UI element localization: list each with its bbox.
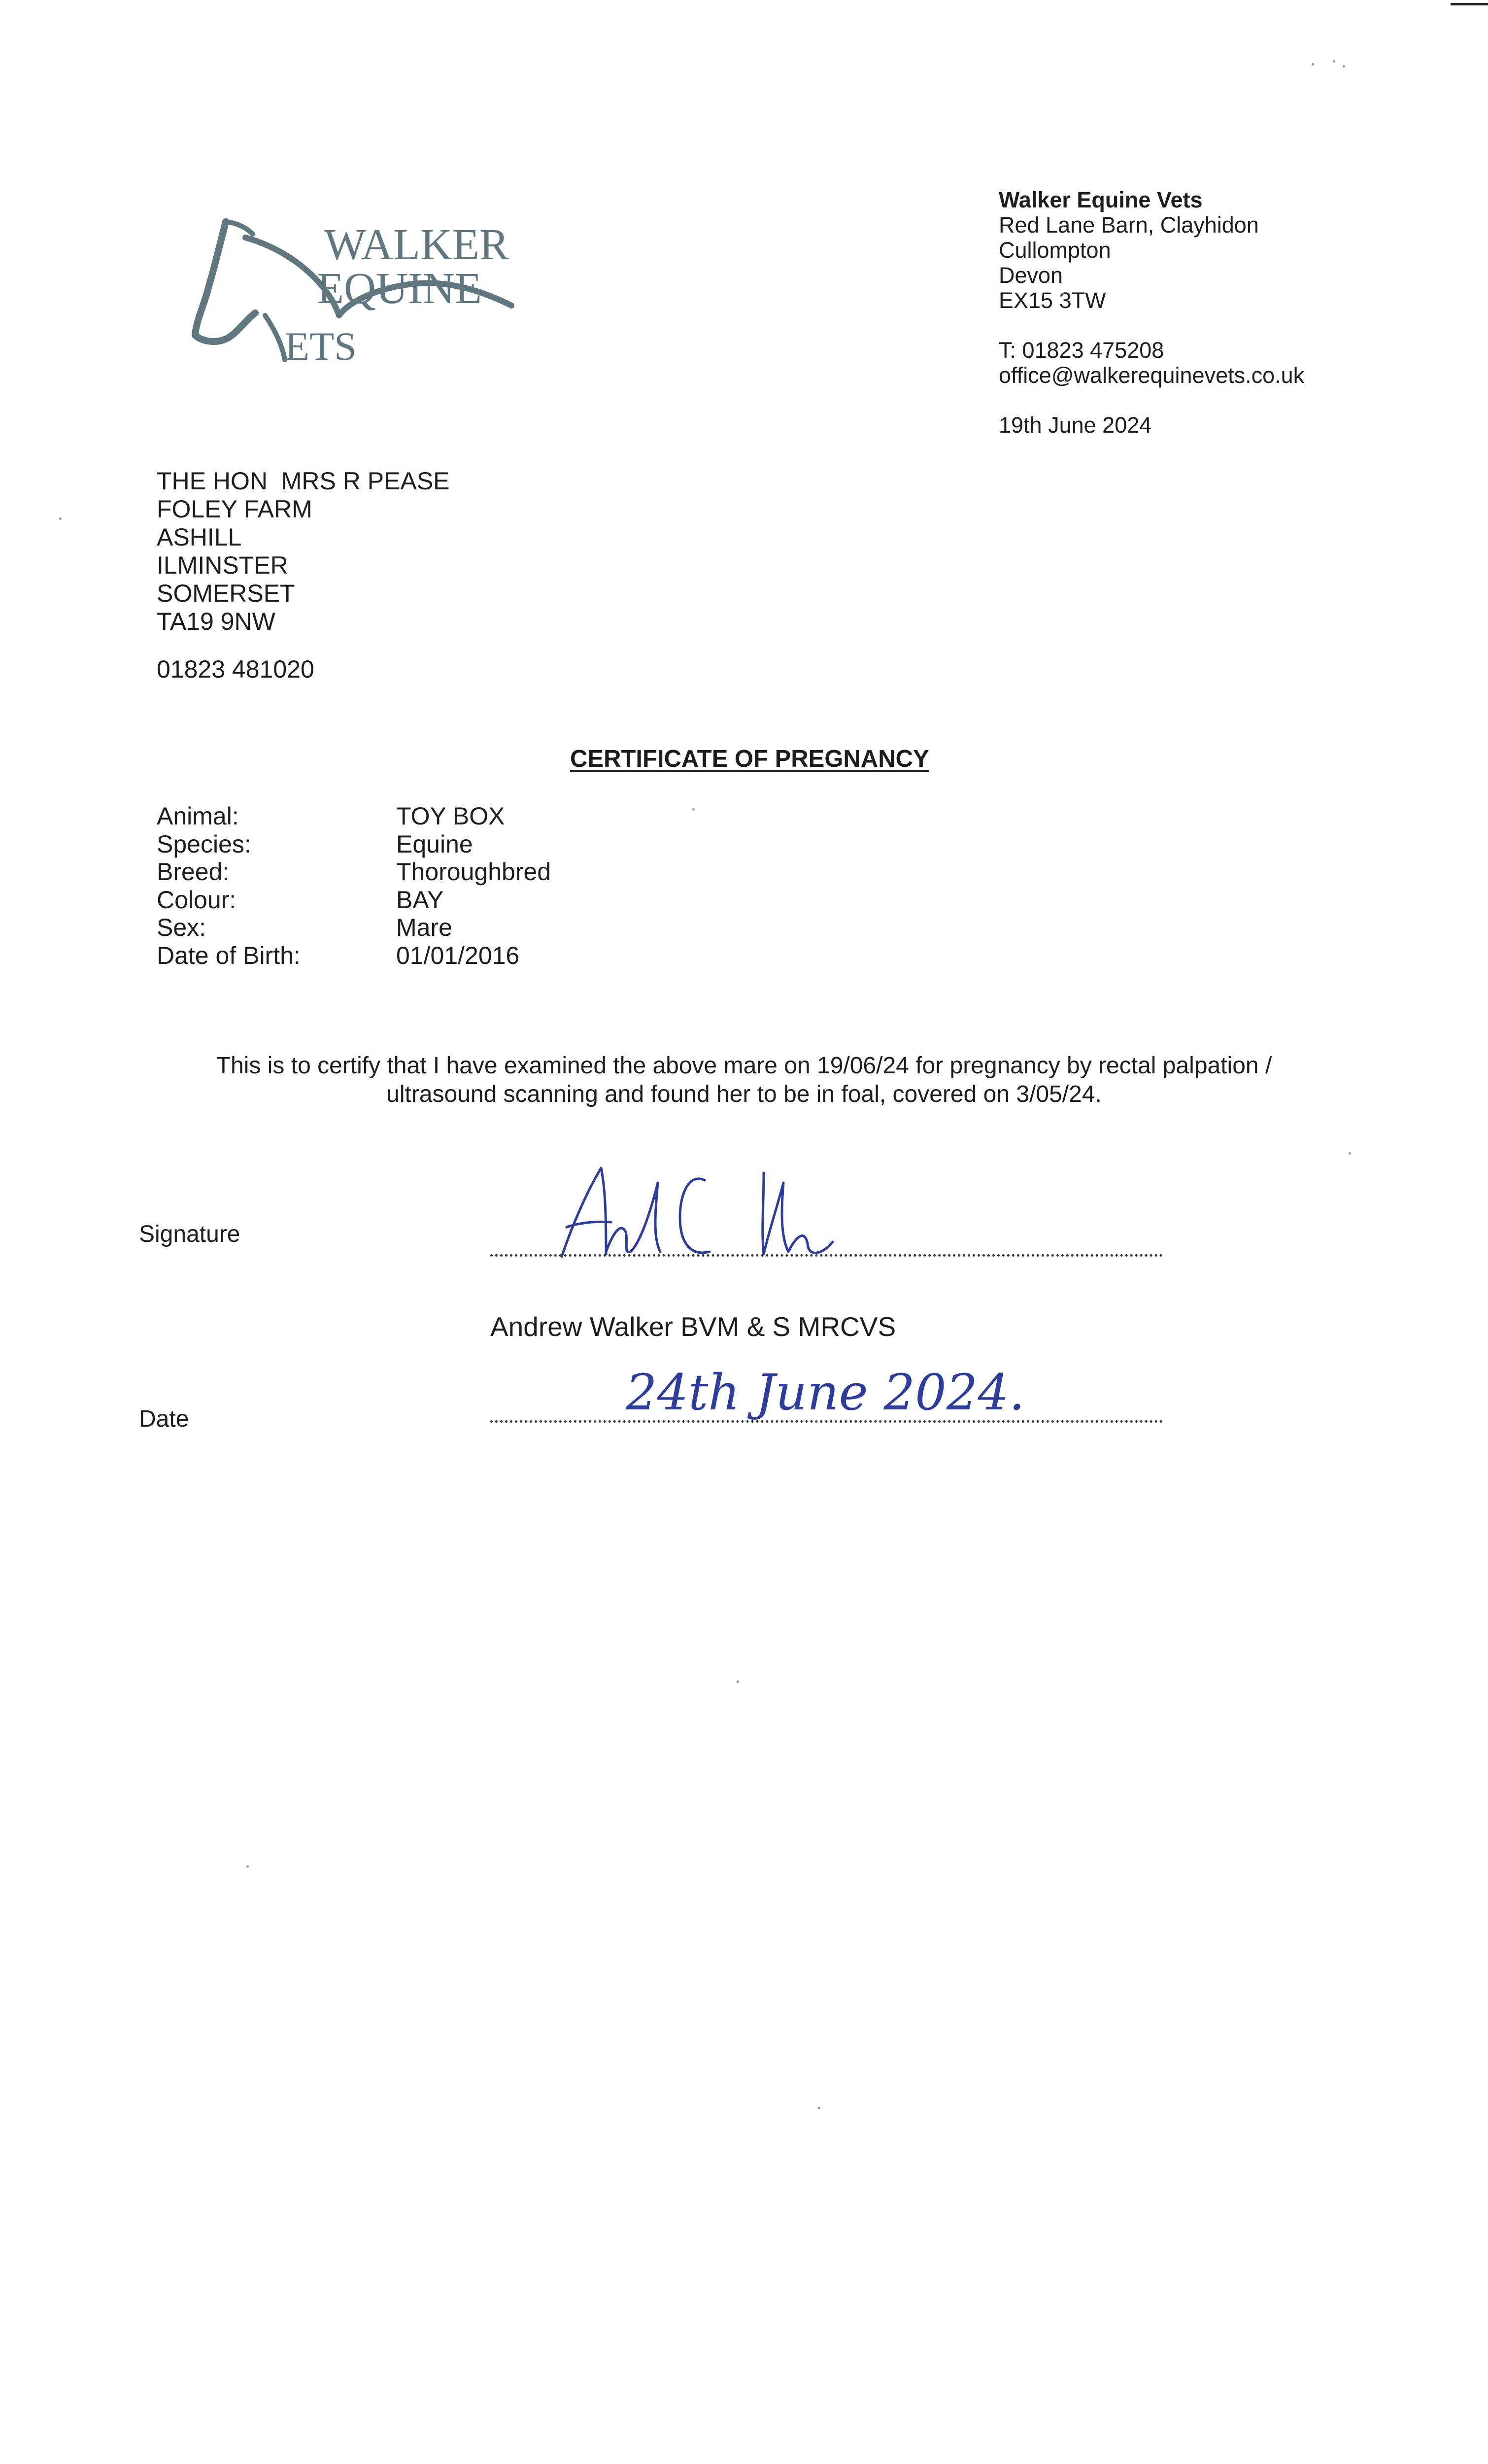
logo-word-2: EQUINE [317,264,482,313]
scan-speck [1333,60,1335,63]
certificate-title: CERTIFICATE OF PREGNANCY [570,746,929,772]
scan-speck [59,517,62,520]
vet-address-line: Devon [999,263,1063,288]
signature-line [490,1254,1163,1257]
scan-speck [737,1680,739,1683]
scan-speck [1312,63,1314,66]
detail-value: Mare [396,914,452,941]
statement-line: ultrasound scanning and found her to be in foal, covered on 3/05/24. [386,1081,1102,1107]
recipient-line: FOLEY FARM [157,495,312,523]
detail-value: BAY [396,886,444,914]
animal-details [157,802,551,969]
scan-speck [1343,65,1345,68]
scan-speck [818,2107,820,2109]
detail-label: Sex: [157,914,206,941]
handwritten-date [621,1350,1025,1424]
vet-contact-block [999,187,1304,438]
detail-row [157,886,551,914]
detail-value: Thoroughbred [396,858,551,886]
vet-phone: T: 01823 475208 [999,338,1164,363]
scan-speck [246,1865,249,1868]
signature-label: Signature [139,1221,240,1247]
walker-equine-vets-logo [191,212,516,375]
recipient-phone: 01823 481020 [157,655,314,683]
vet-address-line: EX15 3TW [999,288,1106,313]
detail-row [157,830,551,858]
vet-name: Walker Equine Vets [999,187,1203,212]
top-edge-mark [1451,3,1488,5]
handwritten-date-text: 24th June 2024. [626,1364,1025,1421]
scan-speck [1349,1152,1351,1155]
logo-word-1: WALKER [324,220,509,269]
letter-date: 19th June 2024 [999,412,1152,438]
detail-label: Date of Birth: [157,941,301,969]
recipient-line: ILMINSTER [157,551,288,579]
recipient-line: SOMERSET [157,580,295,607]
statement-line: This is to certify that I have examined the above mare on 19/06/24 for pregnancy by rectal palpation / [216,1053,1272,1079]
detail-value: TOY BOX [396,802,505,830]
recipient-address-block [157,467,450,684]
recipient-line: TA19 9NW [157,608,275,635]
v-stroke [265,315,285,360]
horse-ear [226,222,253,234]
detail-row [157,942,551,970]
date-label: Date [139,1406,189,1432]
detail-row [157,914,551,942]
signatory-name: Andrew Walker BVM & S MRCVS [490,1311,896,1342]
vet-email: office@walkerequinevets.co.uk [999,363,1305,388]
handwritten-signature [532,1153,887,1271]
detail-row [157,858,551,886]
vet-address-line: Red Lane Barn, Clayhidon [999,212,1259,238]
certification-statement [168,1052,1320,1109]
vet-address-line: Cullompton [999,238,1111,263]
detail-label: Animal: [157,802,239,830]
detail-label: Colour: [157,886,237,914]
recipient-line: ASHILL [157,523,242,551]
detail-row [157,802,551,830]
scan-speck [692,808,695,811]
detail-value: Equine [396,830,473,858]
recipient-line: THE HON MRS R PEASE [157,467,450,495]
date-line [490,1420,1163,1423]
logo-word-3: ETS [285,324,357,369]
detail-value: 01/01/2016 [396,941,520,969]
detail-label: Breed: [157,858,230,886]
detail-label: Species: [157,830,251,858]
